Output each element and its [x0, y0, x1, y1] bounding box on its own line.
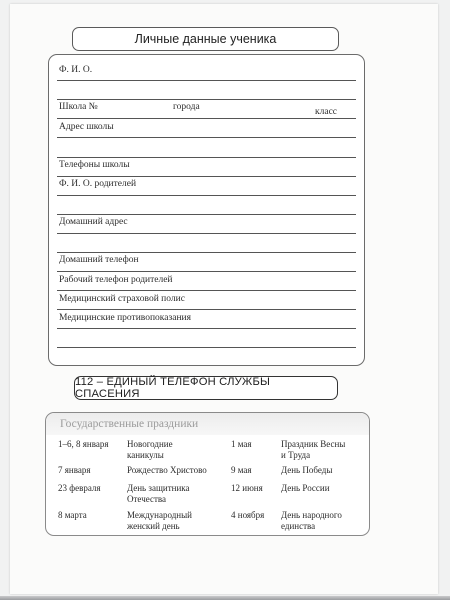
- holiday-date: 1–6, 8 января: [58, 439, 109, 449]
- form-line: [57, 290, 356, 291]
- state-holidays-box: [45, 412, 370, 536]
- fio-label: Ф. И. О.: [59, 65, 93, 75]
- school-address-label: Адрес школы: [59, 122, 114, 132]
- city-label: города: [173, 102, 200, 112]
- holidays-heading: Государственные праздники: [46, 413, 369, 435]
- holiday-date: 23 февраля: [58, 483, 101, 493]
- holiday-name: День России: [281, 483, 330, 493]
- holiday-name: Праздник Весны: [281, 439, 346, 449]
- holiday-date: 7 января: [58, 465, 91, 475]
- parents-work-phone-label: Рабочий телефон родителей: [59, 275, 173, 285]
- form-line: [57, 309, 356, 310]
- form-line: [57, 157, 356, 158]
- book-spine: [0, 596, 450, 600]
- form-line: [57, 118, 356, 119]
- holiday-name: и Труда: [281, 450, 311, 460]
- form-line: [57, 214, 356, 215]
- school-no-label: Школа №: [59, 102, 98, 112]
- form-line: [57, 137, 356, 138]
- holiday-name: Новогодние: [127, 439, 173, 449]
- form-line: [57, 195, 356, 196]
- holiday-date: 9 мая: [231, 465, 252, 475]
- parents-fio-label: Ф. И. О. родителей: [59, 179, 137, 189]
- holiday-name: День защитника: [127, 483, 190, 493]
- form-line: [57, 252, 356, 253]
- page-title-text: Личные данные ученика: [134, 32, 277, 46]
- holiday-date: 8 марта: [58, 510, 87, 520]
- holiday-name: каникулы: [127, 450, 164, 460]
- home-phone-label: Домашний телефон: [59, 255, 139, 265]
- form-line: [57, 347, 356, 348]
- holiday-name: Международный: [127, 510, 192, 520]
- form-line: [57, 99, 356, 100]
- grade-label: класс: [315, 107, 338, 117]
- holiday-date: 1 мая: [231, 439, 252, 449]
- medical-contraindications-label: Медицинские противопоказания: [59, 313, 191, 323]
- holiday-name: единства: [281, 521, 316, 531]
- emergency-hotline-banner: [74, 376, 338, 400]
- school-phones-label: Телефоны школы: [59, 160, 130, 170]
- home-address-label: Домашний адрес: [59, 217, 128, 227]
- form-line: [57, 233, 356, 234]
- holiday-name: Отечества: [127, 494, 167, 504]
- medical-policy-label: Медицинский страховой полис: [59, 294, 185, 304]
- holiday-name: женский день: [127, 521, 180, 531]
- form-line: [57, 271, 356, 272]
- holiday-name: Рождество Христово: [127, 465, 207, 475]
- page-title: [72, 27, 339, 51]
- emergency-hotline-text: 112 – ЕДИНЫЙ ТЕЛЕФОН СЛУЖБЫ СПАСЕНИЯ: [75, 376, 271, 400]
- holiday-name: День народного: [281, 510, 342, 520]
- holiday-name: День Победы: [281, 465, 333, 475]
- personal-data-form: [48, 54, 365, 366]
- form-line: [57, 80, 356, 81]
- holiday-date: 12 июня: [231, 483, 263, 493]
- form-line: [57, 176, 356, 177]
- holiday-date: 4 ноября: [231, 510, 265, 520]
- form-line: [57, 328, 356, 329]
